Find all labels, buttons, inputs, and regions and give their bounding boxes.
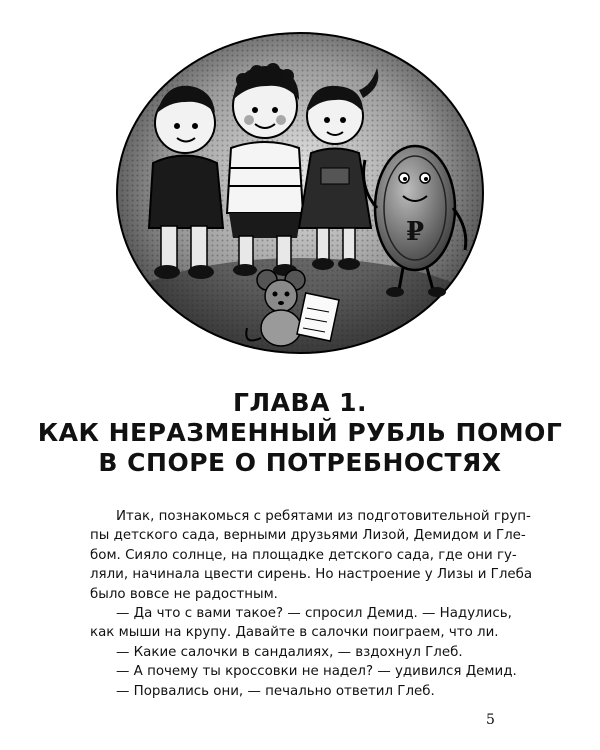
- chapter-title-line-2: В СПОРЕ О ПОТРЕБНОСТЯХ: [98, 448, 502, 477]
- body-line: Итак, познакомься с ребятами из подготовительной груп-: [116, 509, 531, 524]
- dialogue-line: — Порвались они, — печально ответил Глеб.: [116, 683, 435, 699]
- coin-ruble-symbol: ₽: [405, 217, 425, 247]
- page-number: 5: [486, 712, 495, 728]
- body-line: пы детского сада, верными друзьями Лизой, Демидом и Гле-: [90, 528, 526, 544]
- body-line: как мыши на крупу. Давайте в салочки поиграем, что ли.: [90, 625, 499, 641]
- body-line: ляли, начинала цвести сирень. Но настроение у Лизы и Глеба: [90, 567, 533, 583]
- chapter-title-line-1: КАК НЕРАЗМЕННЫЙ РУБЛЬ ПОМОГ: [37, 418, 563, 447]
- dialogue-line: — А почему ты кроссовки не надел? — удивился Демид.: [116, 664, 517, 680]
- body-line: бом. Сияло солнце, на площадке детского сада, где они гу-: [90, 547, 517, 563]
- illustration-svg: [115, 28, 485, 358]
- body-line: было вовсе не радостным.: [90, 586, 278, 602]
- chapter-illustration: [115, 28, 485, 358]
- chapter-heading: [0, 388, 600, 478]
- chapter-body-text: [90, 507, 533, 701]
- dialogue-line: — Какие салочки в сандалиях, — вздохнул Глеб.: [116, 644, 463, 660]
- chapter-number: ГЛАВА 1.: [232, 388, 368, 417]
- dialogue-line: — Да что с вами такое? — спросил Демид. — Надулись,: [116, 606, 512, 622]
